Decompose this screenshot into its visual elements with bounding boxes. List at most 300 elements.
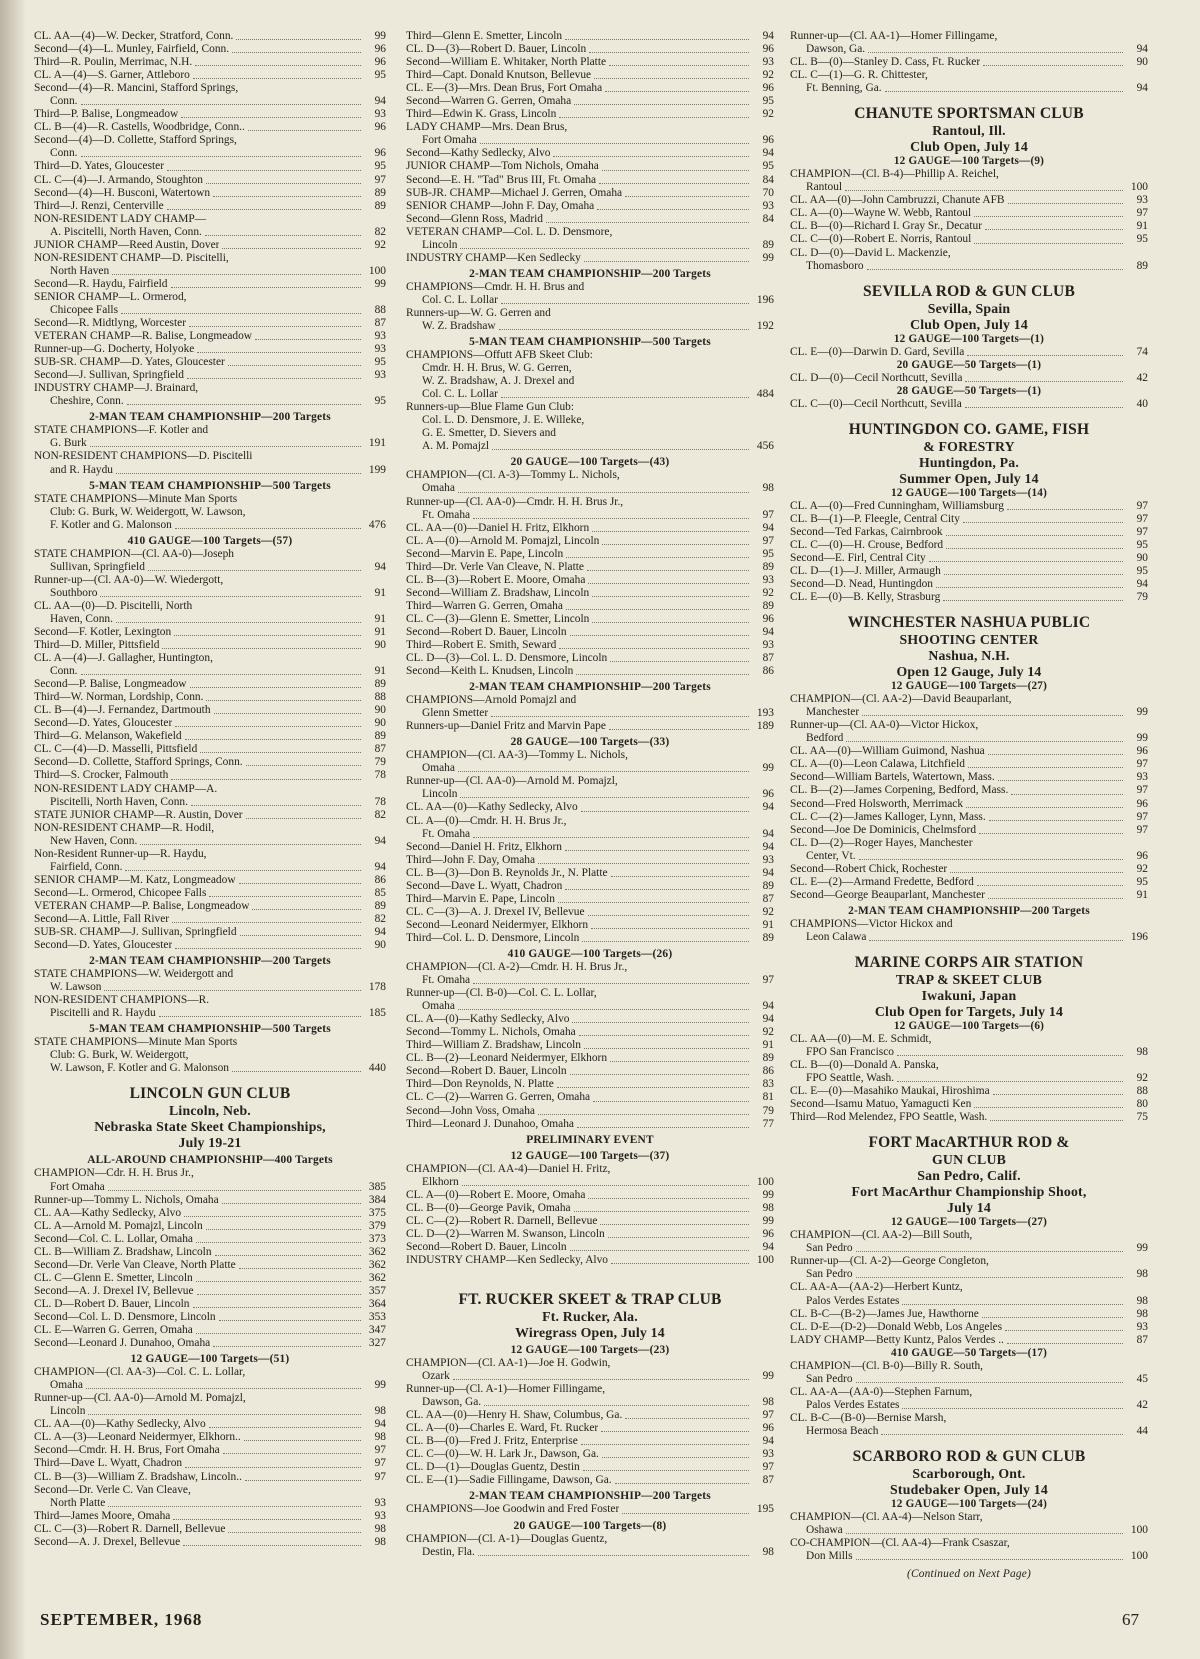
result-text: STATE CHAMPIONS—Minute Man Sports <box>34 492 238 505</box>
result-line <box>34 82 386 95</box>
result-text: Omaha <box>422 762 455 775</box>
result-text: Second—William Z. Bradshaw, Lincoln <box>406 586 590 599</box>
dot-leader <box>610 661 749 662</box>
result-score: 96 <box>1136 849 1148 862</box>
dot-leader <box>582 941 749 942</box>
result-line <box>790 1373 1148 1386</box>
result-line <box>34 994 386 1007</box>
club-name-heading: MARINE CORPS AIR STATION <box>854 953 1084 971</box>
result-line <box>790 194 1148 207</box>
result-line <box>406 482 774 495</box>
result-text: LADY CHAMP—Mrs. Dean Brus, <box>406 121 568 134</box>
result-line <box>34 1510 386 1523</box>
gauge-heading: 12 GAUGE—100 Targets—(27) <box>890 680 1048 693</box>
dot-leader <box>255 339 361 340</box>
result-score: 93 <box>1136 194 1148 207</box>
result-score: 98 <box>1136 1046 1148 1059</box>
dot-leader <box>856 1277 1123 1278</box>
result-score: 98 <box>1136 1268 1148 1281</box>
result-text: CHAMPION—(Cl. AA-2)—Bill South, <box>790 1229 973 1242</box>
dot-leader <box>559 648 749 649</box>
division-heading: 12 GAUGE—100 Targets—(51) <box>130 1353 290 1366</box>
result-line <box>406 307 774 320</box>
result-score: 96 <box>762 43 774 56</box>
result-score: 93 <box>762 853 774 866</box>
result-text: CL. AA—Kathy Sedlecky, Alvo <box>34 1206 182 1219</box>
result-score: 96 <box>762 788 774 801</box>
result-line <box>790 1059 1148 1072</box>
result-text: CL. AA—(0)—D. Piscitelli, North <box>34 599 193 612</box>
dot-leader <box>108 1190 361 1191</box>
result-score: 362 <box>368 1245 386 1258</box>
result-score: 96 <box>762 1227 774 1240</box>
result-text: Second—R. Haydu, Fairfield <box>34 277 168 290</box>
event-heading: Wiregrass Open, July 14 <box>515 1324 665 1340</box>
club-name-heading: SCARBORO ROD & GUN CLUB <box>852 1448 1086 1465</box>
gauge-heading: 12 GAUGE—100 Targets—(6) <box>893 1019 1045 1032</box>
result-line <box>790 30 1148 43</box>
result-line <box>34 1259 386 1272</box>
dot-leader <box>570 1250 749 1251</box>
result-score: 96 <box>762 1422 774 1435</box>
result-score: 93 <box>374 369 386 382</box>
result-line <box>34 848 386 861</box>
result-text: Second—(4)—L. Munley, Fairfield, Conn. <box>34 43 230 56</box>
result-line <box>406 893 774 906</box>
result-line <box>406 95 774 108</box>
dot-leader <box>491 716 749 717</box>
result-score: 82 <box>374 808 386 821</box>
result-text: Second—Kathy Sedlecky, Alvo <box>406 147 551 160</box>
result-text: CL. C—(2)—James Kalloger, Lynn, Mass. <box>790 810 986 823</box>
result-line <box>406 665 774 678</box>
result-line <box>34 1167 386 1180</box>
dot-leader <box>936 587 1123 588</box>
dot-leader <box>244 1440 361 1441</box>
event-heading: SHOOTING CENTER <box>899 632 1039 648</box>
result-text: CHAMPION—(Cl. B-0)—Billy R. South, <box>790 1359 984 1372</box>
result-text: FPO San Francisco <box>806 1046 894 1059</box>
dot-leader <box>988 898 1123 899</box>
result-line <box>790 1511 1148 1524</box>
dot-leader <box>592 622 749 623</box>
dot-leader <box>588 915 749 916</box>
result-line <box>406 147 774 160</box>
result-line <box>406 1383 774 1396</box>
club-name-heading: HUNTINGDON CO. GAME, FISH <box>848 420 1090 438</box>
dot-leader <box>856 1251 1123 1252</box>
result-text: STATE CHAMPIONS—F. Kotler and <box>34 424 209 437</box>
gauge-heading: 410 GAUGE—50 Targets—(17) <box>890 1346 1048 1359</box>
result-line <box>34 1324 386 1337</box>
result-text: Second—A. J. Drexel, Bellevue <box>34 1535 181 1548</box>
result-line <box>34 874 386 887</box>
result-text: CL. AA—(0)—William Guimond, Nashua <box>790 745 985 758</box>
dot-leader <box>589 52 749 53</box>
result-score: 95 <box>1136 564 1148 577</box>
dot-leader <box>609 65 749 66</box>
result-line <box>406 919 774 932</box>
result-line <box>790 1321 1148 1334</box>
dot-leader <box>501 397 749 398</box>
dot-leader <box>588 583 749 584</box>
result-score: 80 <box>1136 1098 1148 1111</box>
result-text: Second—William E. Whitaker, North Platte <box>406 56 607 69</box>
dot-leader <box>979 833 1123 834</box>
dot-leader <box>859 859 1123 860</box>
result-text: Second—William Bartels, Watertown, Mass. <box>790 771 995 784</box>
result-score: 95 <box>374 160 386 173</box>
dot-leader <box>553 156 749 157</box>
result-line <box>34 450 386 463</box>
result-text: New Haven, Conn. <box>50 834 138 847</box>
result-score: 91 <box>1136 888 1148 901</box>
result-text: Hermosa Beach <box>806 1424 879 1437</box>
event-heading: GUN CLUB <box>931 1152 1007 1168</box>
result-line <box>406 626 774 639</box>
result-text: Third—Don Reynolds, N. Platte <box>406 1078 554 1091</box>
result-text: CL. B-C—(B-2)—James Jue, Hawthorne <box>790 1307 979 1320</box>
dot-leader <box>846 741 1123 742</box>
result-line <box>34 369 386 382</box>
result-score: 75 <box>1136 1111 1148 1124</box>
result-line <box>406 388 774 401</box>
result-score: 96 <box>762 612 774 625</box>
result-text: CL. C—(0)—H. Crouse, Bedford <box>790 538 944 551</box>
result-score: 86 <box>762 665 774 678</box>
footer-issue-date: SEPTEMBER, 1968 <box>40 1610 203 1629</box>
result-text: Second—Keith L. Knudsen, Lincoln <box>406 665 574 678</box>
result-text: CL. C—(2)—Robert R. Darnell, Bellevue <box>406 1214 598 1227</box>
result-text: Runner-up—(Cl. AA-0)—Arnold M. Pomajzl, <box>406 775 618 788</box>
result-line <box>406 1370 774 1383</box>
result-text: Ft. Omaha <box>422 827 471 840</box>
result-line <box>34 424 386 437</box>
result-score: 82 <box>374 913 386 925</box>
event-heading: July 14 <box>947 1200 991 1216</box>
result-text: Third—Leonard J. Dunahoo, Omaha <box>406 1117 574 1130</box>
result-score: 77 <box>762 1117 774 1130</box>
result-line <box>406 213 774 226</box>
result-text: Runner-up—Tommy L. Nichols, Omaha <box>34 1193 219 1206</box>
result-text: CHAMPION—(Cl. AA-4)—Daniel H. Fritz, <box>406 1162 611 1175</box>
result-text: SENIOR CHAMP—M. Katz, Longmeadow <box>34 873 236 886</box>
result-line <box>406 801 774 814</box>
result-text: Runners-up—Blue Flame Gun Club: <box>406 401 575 414</box>
dot-leader <box>625 1418 749 1419</box>
event-heading: Club Open, July 14 <box>910 139 1028 155</box>
dot-leader <box>584 261 749 262</box>
result-text: CL. B—(0)—Richard I. Gray Sr., Decatur <box>790 220 983 233</box>
result-text: CL. B—(1)—P. Fleegle, Central City <box>790 512 960 525</box>
result-line <box>790 1308 1148 1321</box>
result-text: CL. C—Glenn E. Smetter, Lincoln <box>34 1271 193 1284</box>
dot-leader <box>239 1268 361 1269</box>
result-score: 97 <box>1136 499 1148 512</box>
result-score: 92 <box>374 238 386 251</box>
result-line <box>406 160 774 173</box>
result-text: Runner-up—(Cl. B-0)—Col. C. L. Lollar, <box>406 987 597 1000</box>
result-text: North Haven <box>50 264 110 277</box>
result-score: 92 <box>762 108 774 121</box>
dot-leader <box>974 243 1123 244</box>
result-text: VETERAN CHAMP—P. Balise, Longmeadow <box>34 899 250 912</box>
result-line <box>34 278 386 291</box>
division-heading: 2-MAN TEAM CHAMPIONSHIP—200 Targets <box>469 681 711 694</box>
dot-leader <box>473 983 749 984</box>
result-line <box>406 1215 774 1228</box>
result-score: 94 <box>374 926 386 939</box>
gauge-heading: 28 GAUGE—50 Targets—(1) <box>896 384 1042 397</box>
result-score: 70 <box>762 186 774 199</box>
result-line <box>34 356 386 369</box>
result-score: 100 <box>1130 1524 1148 1537</box>
dot-leader <box>460 248 749 249</box>
result-text: Runner-up—(Cl. AA-0)—W. Wiedergott, <box>34 573 224 586</box>
dot-leader <box>148 570 361 571</box>
result-score: 90 <box>374 639 386 652</box>
dot-leader <box>196 1333 361 1334</box>
result-line <box>34 506 386 519</box>
result-score: 90 <box>374 717 386 730</box>
result-text: Fairfield, Conn. <box>50 860 123 873</box>
result-text: Lincoln <box>50 1405 86 1418</box>
dot-leader <box>1008 203 1123 204</box>
dot-leader <box>100 596 361 597</box>
dot-leader <box>615 1483 749 1484</box>
result-text: Runner-up—G. Docherty, Holyoke <box>34 343 195 356</box>
result-line <box>790 500 1148 513</box>
result-text: Second—P. Balise, Longmeadow <box>34 678 187 691</box>
result-text: FPO Seattle, Wash. <box>806 1072 895 1085</box>
result-line <box>790 706 1148 719</box>
result-line <box>34 330 386 343</box>
result-line <box>406 82 774 95</box>
result-text: JUNIOR CHAMP—Tom Nichols, Omaha <box>406 160 599 173</box>
result-line <box>34 160 386 173</box>
dot-leader <box>206 700 361 701</box>
dot-leader <box>112 274 361 275</box>
result-score: 97 <box>762 1409 774 1422</box>
result-text: Second—Marvin E. Pape, Lincoln <box>406 547 564 560</box>
result-line <box>34 574 386 587</box>
dot-leader <box>566 557 749 558</box>
result-line <box>34 665 386 678</box>
result-line <box>790 1425 1148 1438</box>
result-text: W. Z. Bradshaw <box>422 319 496 332</box>
result-line <box>34 1220 386 1233</box>
result-score: 95 <box>1136 233 1148 246</box>
result-text: CL. D—(0)—David L. Mackenzie, <box>790 246 951 259</box>
result-text: CL. B—(4)—R. Castells, Woodbridge, Conn.. <box>34 121 245 134</box>
result-text: Third—S. Crocker, Falmouth <box>34 769 169 782</box>
result-text: Lincoln <box>422 238 458 251</box>
dot-leader <box>557 1087 749 1088</box>
dot-leader <box>458 1009 749 1010</box>
result-score: 98 <box>762 1545 774 1558</box>
result-text: CHAMPIONS—Offutt AFB Skeet Club: <box>406 349 593 362</box>
result-line <box>790 1360 1148 1373</box>
result-text: CHAMPION—(Cl. AA-3)—Col. C. L. Lollar, <box>34 1366 246 1379</box>
result-text: CL. D—(1)—J. Miller, Armaugh <box>790 564 941 577</box>
dot-leader <box>558 902 749 903</box>
dot-leader <box>460 797 749 798</box>
dot-leader <box>215 1255 361 1256</box>
result-line <box>790 181 1148 194</box>
result-text: CL. A—(0)—Charles E. Ward, Ft. Rucker <box>406 1422 599 1435</box>
result-text: CL. AA—(0)—Kathy Sedlecky, Alvo <box>34 1418 206 1431</box>
result-score: 98 <box>762 482 774 495</box>
dot-leader <box>869 940 1123 941</box>
result-text: CHAMPION—(Cl. AA-4)—Nelson Starr, <box>790 1511 983 1523</box>
result-text: CL. E—(1)—Sadie Fillingame, Dawson, Ga. <box>406 1474 612 1487</box>
result-line <box>34 704 386 717</box>
dot-leader <box>856 1382 1123 1383</box>
result-text: CL. AA—(0)—Kathy Sedlecky, Alvo <box>406 801 578 814</box>
result-score: 385 <box>368 1180 386 1193</box>
dot-leader <box>974 216 1123 217</box>
result-text: CL. C—(0)—W. H. Lark Jr., Dawson, Ga. <box>406 1448 599 1461</box>
result-text: North Platte <box>50 1496 106 1509</box>
result-score: 96 <box>374 43 386 56</box>
result-text: San Pedro <box>806 1268 853 1281</box>
dot-leader <box>546 222 749 223</box>
dot-leader <box>570 1074 749 1075</box>
result-text: Third—Edwin K. Grass, Lincoln <box>406 108 557 121</box>
result-line <box>406 1461 774 1474</box>
dot-leader <box>600 1224 749 1225</box>
result-line <box>34 200 386 213</box>
result-line <box>406 200 774 213</box>
dot-leader <box>988 754 1123 755</box>
result-score: 192 <box>756 319 774 332</box>
result-score: 88 <box>374 303 386 316</box>
result-text: CL. D—(3)—Col. L. D. Densmore, Lincoln <box>406 652 608 665</box>
result-text: Third—Capt. Donald Knutson, Bellevue <box>406 69 592 82</box>
result-text: Conn. <box>50 147 78 160</box>
result-line <box>790 43 1148 56</box>
result-line <box>406 828 774 841</box>
result-text: Dawson, Ga. <box>806 43 866 56</box>
result-score: 40 <box>1136 397 1148 410</box>
result-line <box>34 1497 386 1510</box>
result-line <box>790 69 1148 82</box>
result-text: Fort Omaha <box>422 134 477 147</box>
result-text: CL. C—(0)—Cecil Northcutt, Sevilla <box>790 397 962 410</box>
result-line <box>34 1523 386 1536</box>
result-score: 89 <box>762 879 774 892</box>
result-line <box>34 561 386 574</box>
result-text: F. Kotler and G. Malonson <box>50 518 172 531</box>
result-text: CHAMPIONS—Cmdr. H. H. Brus and <box>406 280 585 293</box>
dot-leader <box>246 818 361 819</box>
dot-leader <box>989 820 1123 821</box>
dot-leader <box>501 303 749 304</box>
dot-leader <box>625 196 749 197</box>
result-text: CHAMPION—(Cl. A-2)—Cmdr. H. H. Brus Jr., <box>406 961 628 973</box>
result-line <box>34 95 386 108</box>
result-score: 78 <box>374 795 386 808</box>
division-heading: 20 GAUGE—100 Targets—(43) <box>510 456 670 469</box>
result-line <box>406 121 774 134</box>
result-text: Lincoln <box>422 788 458 801</box>
club-name-heading: SEVILLA ROD & GUN CLUB <box>863 282 1075 300</box>
result-line <box>790 719 1148 732</box>
result-text: CL. C—(0)—Robert E. Norris, Rantoul <box>790 233 972 246</box>
dot-leader <box>587 570 749 571</box>
result-text: CL. B—(3)—William Z. Bradshaw, Lincoln.. <box>34 1470 242 1483</box>
result-text: CL. E—(3)—Mrs. Dean Brus, Fort Omaha <box>406 82 603 95</box>
result-score: 79 <box>762 1104 774 1117</box>
result-score: 74 <box>1136 345 1148 358</box>
dot-leader <box>458 492 749 493</box>
result-text: CL. AA—(0)—Henry H. Shaw, Columbus, Ga. <box>406 1409 623 1422</box>
result-line <box>406 469 774 482</box>
result-text: CL. C—(2)—Warren G. Gerren, Omaha <box>406 1091 591 1104</box>
result-line <box>406 1013 774 1026</box>
result-score: 89 <box>762 560 774 573</box>
result-score: 189 <box>756 720 774 733</box>
result-line <box>406 1176 774 1189</box>
result-line <box>34 291 386 304</box>
dot-leader <box>200 752 361 753</box>
result-text: CHAMPIONS—Arnold Pomajzl and <box>406 694 577 707</box>
result-line <box>406 932 774 945</box>
result-line <box>406 548 774 561</box>
page-number: 67 <box>1122 1610 1139 1629</box>
result-score: 92 <box>762 69 774 82</box>
result-text: Dawson, Ga. <box>422 1396 482 1409</box>
dot-leader <box>462 1185 749 1186</box>
result-score: 95 <box>374 69 386 82</box>
result-score: 88 <box>374 691 386 704</box>
result-line <box>790 1281 1148 1294</box>
gauge-heading: 12 GAUGE—100 Targets—(14) <box>890 486 1048 499</box>
result-score: 87 <box>374 317 386 330</box>
result-line <box>406 174 774 187</box>
result-text: CL. A—(0)—Cmdr. H. H. Brus Jr., <box>406 814 567 827</box>
division-heading: 410 GAUGE—100 Targets—(57) <box>127 534 293 547</box>
result-line <box>34 717 386 730</box>
result-line <box>790 168 1148 181</box>
result-text: Manchester <box>806 706 860 719</box>
dot-leader <box>579 1035 749 1036</box>
club-name-heading: WINCHESTER NASHUA PUBLIC <box>847 614 1091 632</box>
result-text: STATE JUNIOR CHAMP—R. Austin, Dover <box>34 808 243 821</box>
dot-leader <box>611 876 749 877</box>
result-line <box>34 382 386 395</box>
result-text: CL. C—(4)—J. Armando, Stoughton <box>34 173 203 186</box>
result-score: 100 <box>756 1175 774 1188</box>
result-line <box>34 108 386 121</box>
dot-leader <box>1007 509 1123 510</box>
dot-leader <box>196 1281 361 1282</box>
result-line <box>34 548 386 561</box>
dot-leader <box>209 1427 361 1428</box>
result-text: SENIOR CHAMP—John F. Day, Omaha <box>406 199 595 212</box>
binding-gutter <box>0 0 26 1659</box>
result-score: 97 <box>1136 758 1148 771</box>
result-score: 92 <box>762 905 774 918</box>
result-text: CL. B—(0)—Stanley D. Cass, Ft. Rucker <box>790 56 981 69</box>
result-line <box>790 784 1148 797</box>
result-score: 96 <box>762 134 774 147</box>
result-text: Omaha <box>422 482 455 495</box>
result-score: 327 <box>368 1337 386 1350</box>
result-score: 96 <box>374 121 386 134</box>
result-line <box>34 769 386 782</box>
result-text: Runner-up—(Cl. AA-0)—Arnold M. Pomajzl, <box>34 1392 246 1405</box>
